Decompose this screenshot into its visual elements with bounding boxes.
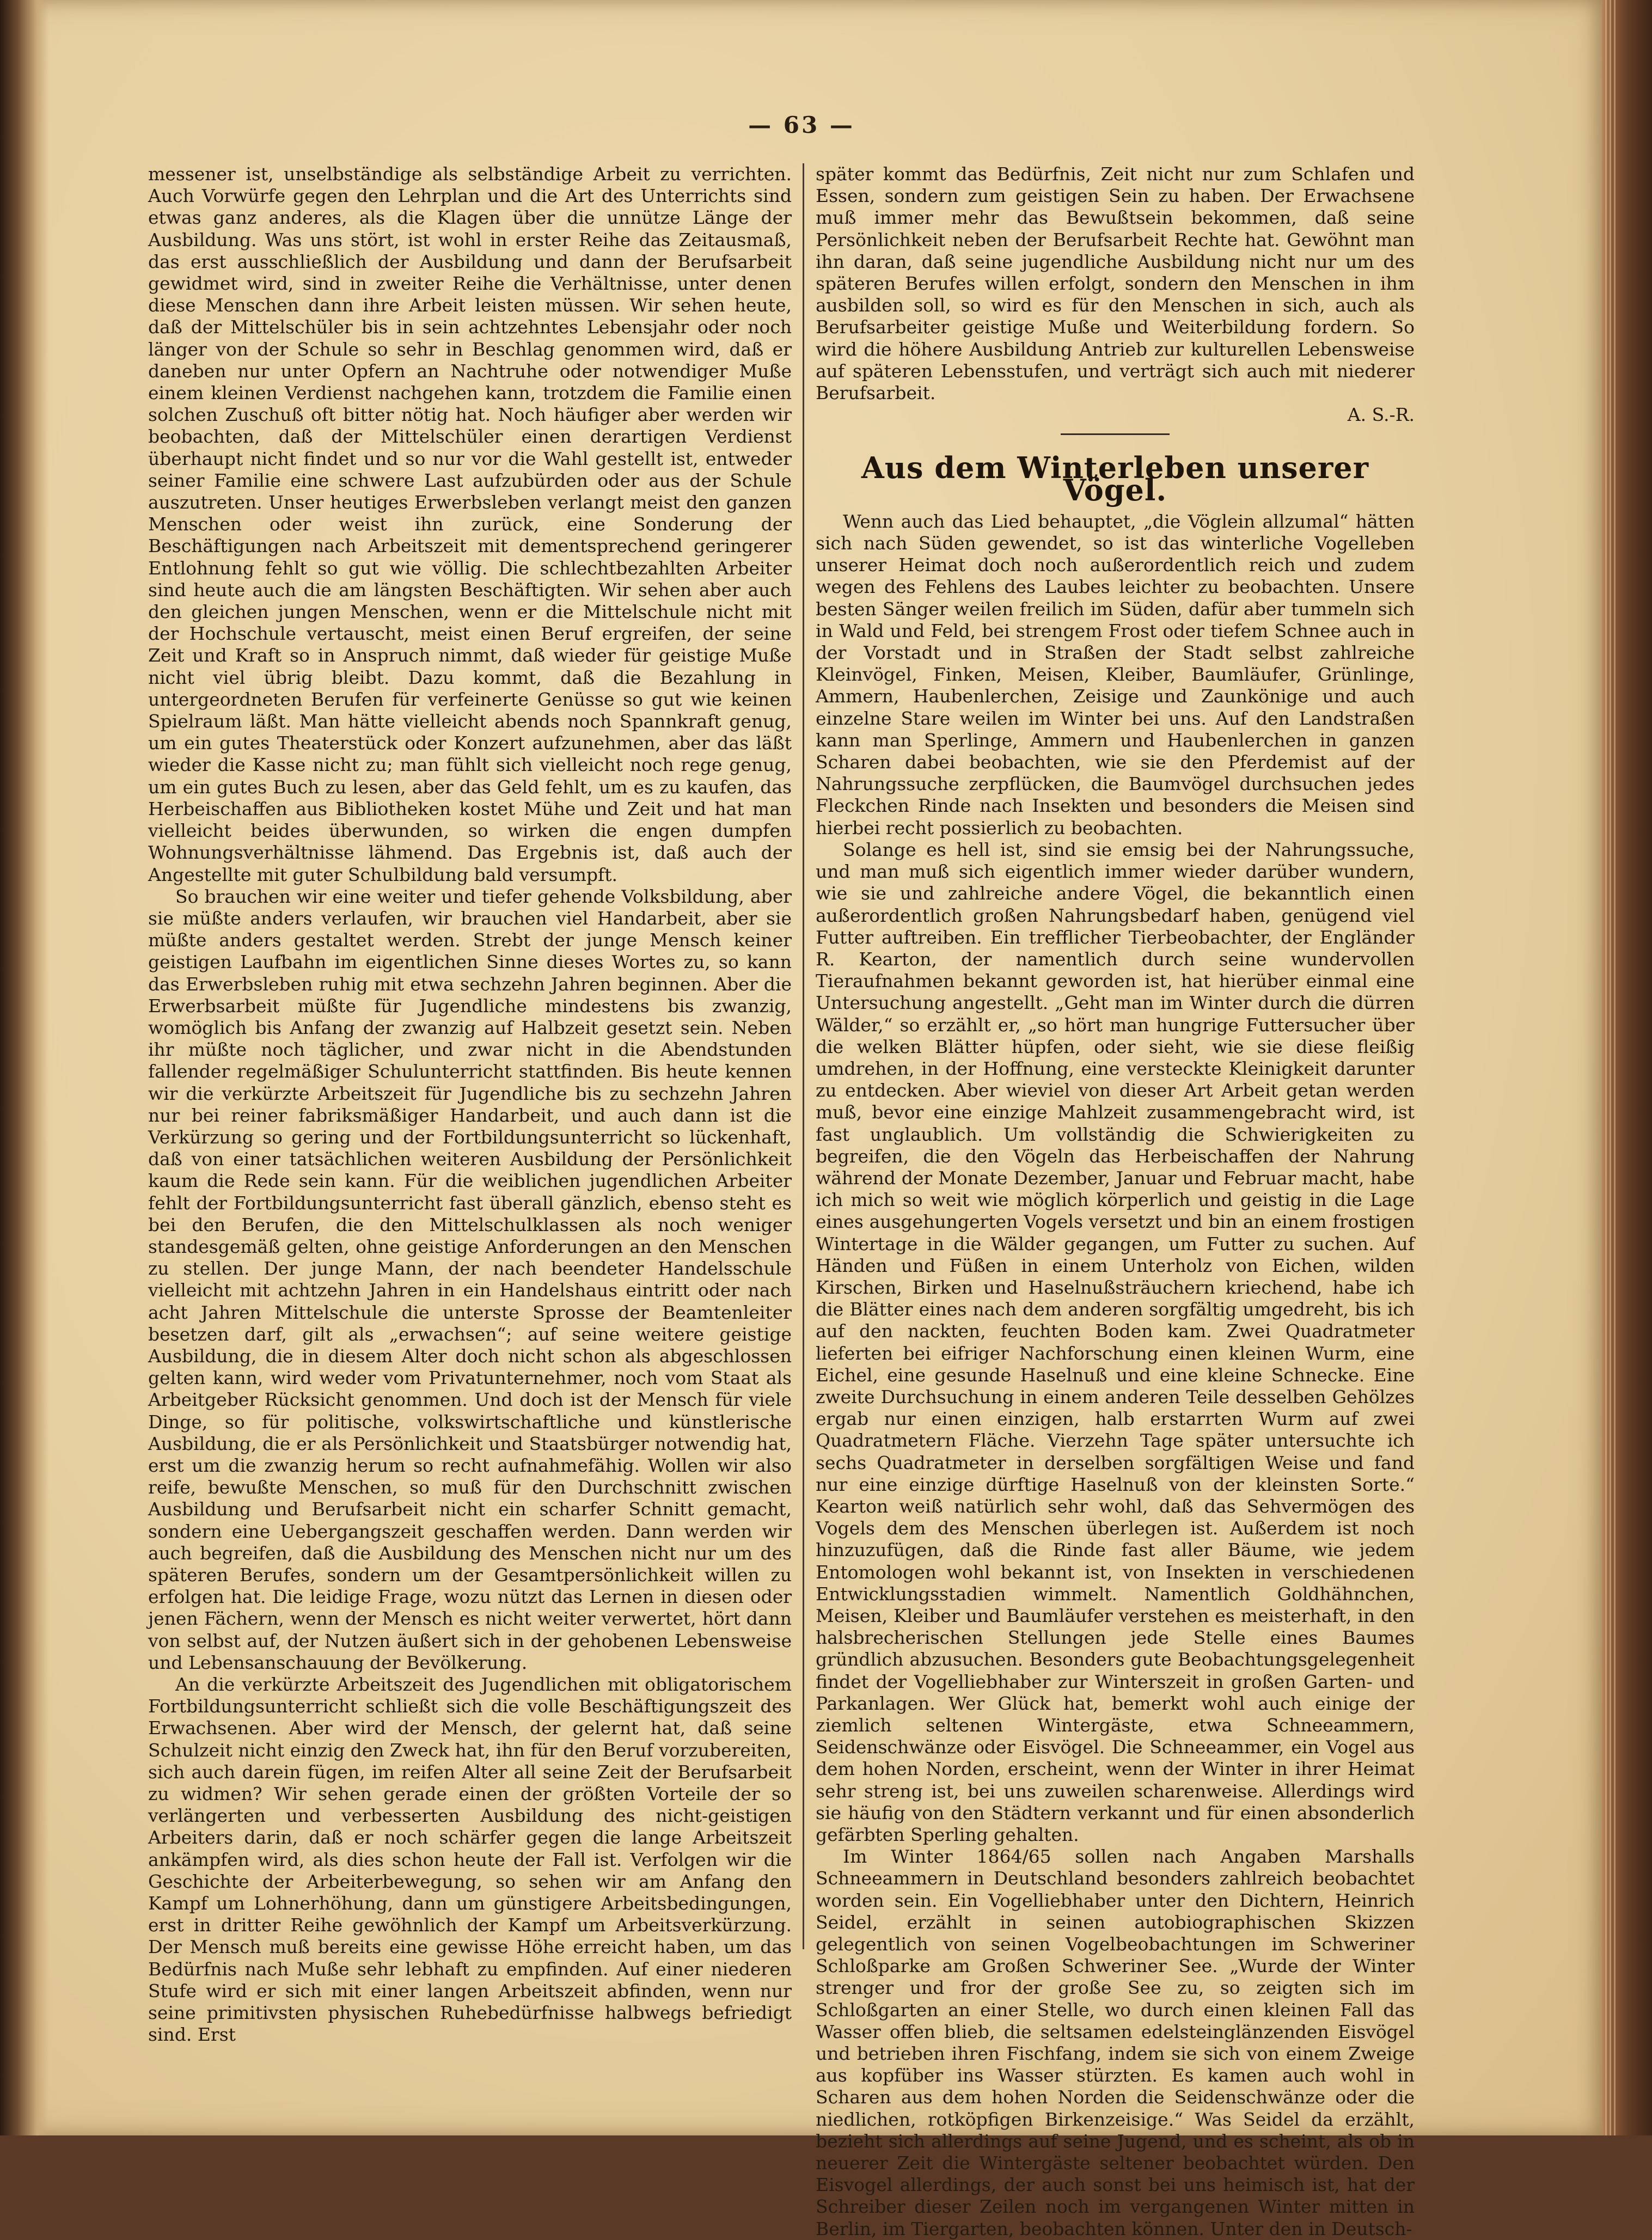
book-spine-shadow [0, 0, 49, 2135]
left-paragraph-3: An die verkürzte Arbeitszeit des Jugendlichen mit obligatorischem Fortbildungsunterricht schließt sich die volle Beschäftigungszeit des Erwachsenen. Aber wird der Mensch, der gelernt hat, daß seine Schulzeit nicht einzig den Zweck hat, ihn für den Beruf vorzubereiten, sich auch darein fügen, im reifen Alter all seine Zeit der Berufsarbeit zu widmen? Wir sehen gerade einen der größten Vorteile der so verlängerten und verbesserten Ausbildung des nicht-geistigen Arbeiters darin, daß er noch schärfer gegen die lange Arbeitszeit ankämpfen wird, als dies schon heute der Fall ist. Verfolgen wir die Geschichte der Arbeiterbewegung, so sehen wir am Anfang den Kampf um Lohnerhöhung, dann um günstigere Arbeitsbedingungen, erst in dritter Reihe gewöhnlich der Kampf um Arbeitsverkürzung. Der Mensch muß bereits eine gewisse Höhe erreicht haben, um das Bedürfnis nach Muße sehr lebhaft zu empfinden. Auf einer niederen Stufe wird er sich mit einer langen Arbeitszeit abfinden, wenn nur seine primitivsten physischen Ruhebedürfnisse halbwegs befriedigt sind. Erst [148, 1674, 792, 2046]
section-rule [1061, 433, 1170, 435]
article-paragraph-2: Solange es hell ist, sind sie emsig bei der Nahrungssuche, und man muß sich eigentlich immer wieder darüber wundern, wie sie und zahlreiche andere Vögel, die bekanntlich einen außerordentlich großen Nahrungsbedarf haben, genügend viel Futter auftreiben. Ein trefflicher Tierbeobachter, der Engländer R. Kearton, der namentlich durch seine wundervollen Tieraufnahmen bekannt geworden ist, hat hierüber einmal eine Untersuchung angestellt. „Geht man im Winter durch die dürren Wälder,“ so erzählt er, „so hört man hungrige Futtersucher über die welken Blätter hüpfen, oder sieht, wie sie diese fleißig umdrehen, in der Hoffnung, eine versteckte Kleinigkeit darunter zu entdecken. Aber wieviel von dieser Art Arbeit getan werden muß, bevor eine einzige Mahlzeit zusammengebracht wird, ist fast unglaublich. Um vollständig die Schwierigkeiten zu begreifen, die den Vögeln das Herbeischaffen der Nahrung während der Monate Dezember, Januar und Februar macht, habe ich mich so weit wie möglich körperlich und geistig in die Lage eines ausgehungerten Vogels versetzt und bin an einem frostigen Wintertage in die Wälder gegangen, um Futter zu suchen. Auf Händen und Füßen in einem Unterholz von Eichen, wilden Kirschen, Birken und Haselnußsträuchern kriechend, habe ich die Blätter eines nach dem anderen sorgfältig umgedreht, bis ich auf den nackten, feuchten Boden kam. Zwei Quadratmeter lieferten bei eifriger Nachforschung einen kleinen Wurm, eine Eichel, eine gesunde Haselnuß und eine kleine Schnecke. Eine zweite Durchsuchung in einem anderen Teile desselben Gehölzes ergab nur einen einzigen, halb erstarrten Wurm auf zwei Quadratmetern Fläche. Vierzehn Tage später untersuchte ich sechs Quadratmeter in derselben sorgfältigen Weise und fand nur eine einzige dürftige Haselnuß von der kleinsten Sorte.“ Kearton weiß natürlich sehr wohl, daß das Sehvermögen des Vogels dem des Menschen überlegen ist. Außerdem ist noch hinzuzufügen, daß die Rinde fast aller Bäume, wie jedem Entomologen wohl bekannt ist, von Insekten in verschiedenen Entwicklungsstadien wimmelt. Namentlich Goldhähnchen, Meisen, Kleiber und Baumläufer verstehen es meisterhaft, in den halsbrecherischen Stellungen jede Stelle eines Baumes gründlich abzusuchen. Besonders gute Beobachtungsgelegenheit findet der Vogelliebhaber zur Winterszeit in großen Garten- und Parkanlagen. Wer Glück hat, bemerkt wohl auch einige der ziemlich seltenen Wintergäste, etwa Schneeammern, Seidenschwänze oder Eisvögel. Die Schneeammer, ein Vogel aus dem hohen Norden, erscheint, wenn der Winter in ihrer Heimat sehr streng ist, bei uns zuweilen scharenweise. Allerdings wird sie häufig von den Städtern verkannt und für einen absonderlich gefärbten Sperling gehalten. [816, 839, 1415, 1846]
column-divider [803, 163, 804, 1949]
left-paragraph-1: messener ist, unselbständige als selbständige Arbeit zu verrichten. Auch Vorwürfe gegen den Lehrplan und die Art des Unterrichts sind etwas ganz anderes, als die Klagen über die unnütze Länge der Ausbildung. Was uns stört, ist wohl in erster Reihe das Zeitausmaß, das erst ausschließlich der Ausbildung und dann der Berufsarbeit gewidmet wird, sind in zweiter Reihe die Verhältnisse, unter denen diese Menschen dann ihre Arbeit leisten müssen. Wir sehen heute, daß der Mittelschüler bis in sein achtzehntes Lebensjahr oder noch länger von der Schule so sehr in Beschlag genommen wird, daß er daneben nur unter Opfern an Nachtruhe oder notwendiger Muße einem kleinen Verdienst nachgehen kann, trotzdem die Familie einen solchen Zuschuß oft bitter nötig hat. Noch häufiger aber werden wir beobachten, daß der Mittelschüler einen derartigen Verdienst überhaupt nicht findet und so nur vor die Wahl gestellt ist, entweder seiner Familie eine schwere Last aufzubürden oder aus der Schule auszutreten. Unser heutiges Erwerbsleben verlangt meist den ganzen Menschen oder weist ihn zurück, eine Sonderung der Beschäftigungen nach Arbeitszeit mit dementsprechend geringerer Entlohnung fehlt so gut wie völlig. Die schlechtbezahlten Arbeiter sind heute auch die am längsten Beschäftigten. Wir sehen aber auch den gleichen jungen Menschen, wenn er die Mittelschule nicht mit der Hochschule vertauscht, meist einen Beruf ergreifen, der seine Zeit und Kraft so in Anspruch nimmt, daß wieder für geistige Muße nicht viel übrig bleibt. Dazu kommt, daß die Bezahlung in untergeordneten Berufen für verfeinerte Genüsse so gut wie keinen Spielraum läßt. Man hätte vielleicht abends noch Spannkraft genug, um ein gutes Theaterstück oder Konzert aufzunehmen, aber das läßt wieder die Kasse nicht zu; man fühlt sich vielleicht noch rege genug, um ein gutes Buch zu lesen, aber das Geld fehlt, um es zu kaufen, das Herbeischaffen aus Bibliotheken kostet Mühe und Zeit und hat man vielleicht beides überwunden, so wirken die engen dumpfen Wohnungsverhältnisse lähmend. Das Ergebnis ist, daß auch der Angestellte mit guter Schulbildung bald versumpft. [148, 163, 792, 885]
left-paragraph-2: So brauchen wir eine weiter und tiefer gehende Volksbildung, aber sie müßte anders verlaufen, wir brauchen viel Handarbeit, aber sie müßte anders gestaltet werden. Strebt der junge Mensch keiner geistigen Laufbahn im eigentlichen Sinne dieses Wortes zu, so kann das Erwerbsleben ruhig mit etwa sechzehn Jahren beginnen. Aber die Erwerbsarbeit müßte für Jugendliche mindestens bis zwanzig, womöglich bis Anfang der zwanzig auf Halbzeit gesetzt sein. Neben ihr müßte noch täglicher, und zwar nicht in die Abendstunden fallender regelmäßiger Schulunterricht stattfinden. Bis heute kennen wir die verkürzte Arbeitszeit für Jugendliche bis zu sechzehn Jahren nur bei reiner fabriksmäßiger Handarbeit, und auch dann ist die Verkürzung so gering und der Fortbildungsunterricht so lückenhaft, daß von einer tatsächlichen weiteren Ausbildung der Persönlichkeit kaum die Rede sein kann. Für die weiblichen jugendlichen Arbeiter fehlt der Fortbildungsunterricht fast überall gänzlich, ebenso steht es bei den Berufen, die den Mittelschulklassen als noch weniger standesgemäß gelten, ohne geistige Anforderungen an den Menschen zu stellen. Der junge Mann, der nach beendeter Handelsschule vielleicht mit achtzehn Jahren in ein Handelshaus eintritt oder nach acht Jahren Mittelschule die unterste Sprosse der Beamtenleiter besetzen darf, gilt als „erwachsen“; auf seine weitere geistige Ausbildung, die in diesem Alter doch nicht schon als abgeschlossen gelten kann, wird weder vom Privatunternehmer, noch vom Staat als Arbeitgeber Rücksicht genommen. Und doch ist der Mensch für viele Dinge, so für politische, volkswirtschaftliche und künstlerische Ausbildung, die er als Persönlichkeit und Staatsbürger notwendig hat, erst um die zwanzig herum so recht aufnahmefähig. Wollen wir also reife, bewußte Menschen, so muß für den Durchschnitt zwischen Ausbildung und Berufsarbeit nicht ein scharfer Schnitt gemacht, sondern eine Uebergangszeit geschaffen werden. Dann werden wir auch begreifen, daß die Ausbildung des Menschen nicht nur um des späteren Berufes, sondern um der Gesamtpersönlichkeit willen zu erfolgen hat. Die leidige Frage, wozu nützt das Lernen in diesen oder jenen Fächern, wenn der Mensch es nicht weiter verwertet, hört dann von selbst auf, der Nutzen äußert sich in der gehobenen Lebensweise und Lebensanschauung der Bevölkerung. [148, 885, 792, 1673]
left-column [148, 163, 792, 2058]
book-edge [1602, 0, 1652, 2135]
page-number: — 63 — [748, 112, 855, 138]
right-column [816, 163, 1415, 2239]
article-paragraph-3: Im Winter 1864/65 sollen nach Angaben Marshalls Schneeammern in Deutschland besonders zahlreich beobachtet worden sein. Ein Vogelliebhaber unter den Dichtern, Heinrich Seidel, erzählt in seinen autobiographischen Skizzen gelegentlich von seinen Vogelbeobachtungen im Schweriner Schloßparke am Großen Schweriner See. „Wurde der Winter strenger und fror der große See zu, so zeigten sich im Schloßgarten an einer Stelle, wo durch einen kleinen Fall das Wasser offen blieb, die seltsamen edelsteinglänzenden Eisvögel und betrieben ihren Fischfang, indem sie sich von einem Zweige aus kopfüber ins Wasser stürzten. Es kamen auch wohl in Scharen aus dem hohen Norden die Seidenschwänze oder die niedlichen, rotköpfigen Birkenzeisige.“ Was Seidel da erzählt, bezieht sich allerdings auf seine Jugend, und es scheint, als ob in neuerer Zeit die Wintergäste seltener beobachtet würden. Den Eisvogel allerdings, der auch sonst bei uns heimisch ist, hat der Schreiber dieser Zeilen noch im vergangenen Winter mitten in Berlin, im Tiergarten, beobachten können. Unter den in Deutsch- [816, 1846, 1415, 2239]
article-title: Aus dem Winterleben unserer Vögel. [861, 450, 1369, 507]
right-continuation-paragraph: später kommt das Bedürfnis, Zeit nicht nur zum Schlafen und Essen, sondern zum geistigen Sein zu haben. Der Erwachsene muß immer mehr das Bewußtsein bekommen, daß seine Persönlichkeit neben der Berufsarbeit Rechte hat. Gewöhnt man ihn daran, daß seine jugendliche Ausbildung nicht nur um des späteren Berufes willen erfolgt, sondern den Menschen in ihm ausbilden soll, so wird es für den Menschen in sich, auch als Berufsarbeiter geistige Muße und Weiterbildung fordern. So wird die höhere Ausbildung Antrieb zur kulturellen Lebensweise auf späteren Lebensstufen, und verträgt sich auch mit niederer Berufsarbeit. [816, 163, 1415, 404]
author-signature: A. S.-R. [1347, 404, 1415, 426]
article-paragraph-1: Wenn auch das Lied behauptet, „die Vöglein allzumal“ hätten sich nach Süden gewendet, so ist das winterliche Vogelleben unserer Heimat doch noch außerordentlich reich und zudem wegen des Fehlens des Laubes leichter zu beobachten. Unsere besten Sänger weilen freilich im Süden, dafür aber tummeln sich in Wald und Feld, bei strengem Frost oder tiefem Schnee auch in der Vorstadt und in Straßen der Stadt selbst zahlreiche Kleinvögel, Finken, Meisen, Kleiber, Baumläufer, Grünlinge, Ammern, Haubenlerchen, Zeisige und Zaunkönige und auch einzelne Stare weilen im Winter bei uns. Auf den Landstraßen kann man Sperlinge, Ammern und Haubenlerchen in ganzen Scharen dabei beobachten, wie sie den Pferdemist auf der Nahrungssuche zerpflücken, die Baumvögel durchsuchen jedes Fleckchen Rinde nach Insekten und besonders die Meisen sind hierbei recht possierlich zu beobachten. [816, 510, 1415, 839]
